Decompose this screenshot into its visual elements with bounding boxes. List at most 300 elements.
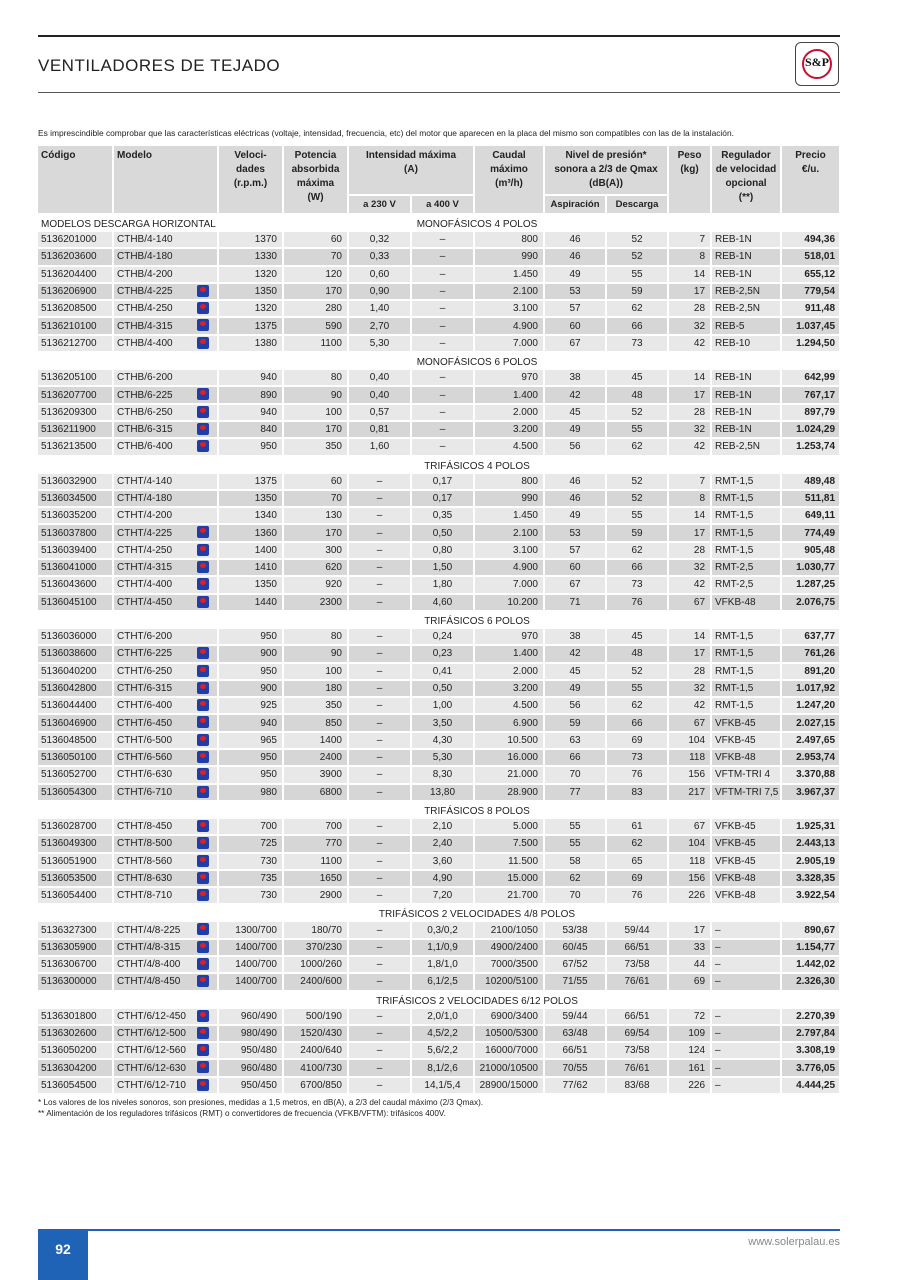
model-name: CTHT/8-450 <box>117 821 173 833</box>
ec-motor-icon <box>197 578 209 590</box>
cell-noise-aspiration: 49 <box>544 266 606 283</box>
cell-flow: 10.500 <box>474 732 544 749</box>
table-row <box>38 697 840 714</box>
ec-motor-icon <box>197 1079 209 1091</box>
cell-current-400v: 1,1/0,9 <box>411 939 474 956</box>
cell-current-230v: – <box>348 507 411 524</box>
cell-price: 2.443,13 <box>781 835 840 852</box>
col-header-power: Potencia absorbida máxima (W) <box>283 146 348 214</box>
cell-noise-discharge: 48 <box>606 386 668 403</box>
cell-price: 1.154,77 <box>781 939 840 956</box>
cell-regulator: RMT-2,5 <box>711 576 781 593</box>
cell-price: 489,48 <box>781 474 840 490</box>
cell-current-400v: – <box>411 283 474 300</box>
cell-model <box>113 1025 218 1042</box>
model-name: CTHT/6/12-450 <box>117 1010 186 1022</box>
compatibility-note: Es imprescindible comprobar que las características eléctricas (voltaje, intensidad, frecuencia, etc) del motor que aparecen en la placa del mismo son compatibles con las de la instalación. <box>38 128 734 138</box>
table-row <box>38 232 840 248</box>
cell-weight: 17 <box>668 524 711 541</box>
cell-price: 891,20 <box>781 663 840 680</box>
table-row <box>38 1059 840 1076</box>
cell-weight: 72 <box>668 1009 711 1025</box>
cell-noise-discharge: 73 <box>606 749 668 766</box>
cell-model <box>113 317 218 334</box>
table-row <box>38 490 840 507</box>
cell-current-230v: – <box>348 922 411 938</box>
cell-model <box>113 1009 218 1025</box>
cell-weight: 226 <box>668 1077 711 1094</box>
section-group-label <box>38 801 348 819</box>
cell-current-230v: – <box>348 594 411 611</box>
table-row <box>38 663 840 680</box>
cell-weight: 14 <box>668 629 711 645</box>
ec-motor-icon <box>197 958 209 970</box>
ec-motor-icon <box>197 665 209 677</box>
cell-flow: 2.000 <box>474 663 544 680</box>
cell-current-230v: – <box>348 474 411 490</box>
table-row <box>38 524 840 541</box>
model-name: CTHT/6-560 <box>117 752 173 764</box>
cell-flow: 7.500 <box>474 835 544 852</box>
cell-weight: 67 <box>668 714 711 731</box>
cell-price: 511,81 <box>781 490 840 507</box>
cell-regulator: – <box>711 922 781 938</box>
col-header-weight: Peso (kg) <box>668 146 711 214</box>
cell-price: 2.905,19 <box>781 853 840 870</box>
model-name: CTHB/4-140 <box>117 234 173 246</box>
cell-noise-aspiration: 71/55 <box>544 973 606 990</box>
cell-noise-aspiration: 55 <box>544 819 606 835</box>
table-row <box>38 853 840 870</box>
cell-code: 5136201000 <box>38 232 113 248</box>
cell-power: 120 <box>283 266 348 283</box>
cell-model <box>113 474 218 490</box>
cell-current-400v: 0,23 <box>411 645 474 662</box>
cell-price: 779,54 <box>781 283 840 300</box>
cell-weight: 28 <box>668 404 711 421</box>
table-row <box>38 956 840 973</box>
cell-current-400v: – <box>411 386 474 403</box>
cell-regulator: VFKB-48 <box>711 887 781 904</box>
cell-price: 3.370,88 <box>781 766 840 783</box>
cell-current-400v: – <box>411 335 474 352</box>
cell-noise-aspiration: 77 <box>544 784 606 801</box>
cell-model <box>113 559 218 576</box>
cell-regulator: REB-1N <box>711 386 781 403</box>
section-title: TRIFÁSICOS 2 VELOCIDADES 4/8 POLOS <box>348 904 606 922</box>
model-name: CTHT/4-400 <box>117 579 173 591</box>
cell-speed: 950 <box>218 749 283 766</box>
cell-noise-discharge: 62 <box>606 697 668 714</box>
cell-speed: 1410 <box>218 559 283 576</box>
cell-current-400v: 1,50 <box>411 559 474 576</box>
cell-power: 6800 <box>283 784 348 801</box>
cell-current-230v: – <box>348 1077 411 1094</box>
ec-motor-icon <box>197 406 209 418</box>
cell-speed: 1400/700 <box>218 973 283 990</box>
table-row <box>38 887 840 904</box>
col-header-230v: a 230 V <box>348 195 411 214</box>
cell-noise-discharge: 83 <box>606 784 668 801</box>
cell-speed: 1320 <box>218 266 283 283</box>
col-header-400v: a 400 V <box>411 195 474 214</box>
model-name: CTHT/4/8-225 <box>117 924 181 936</box>
section-spacer <box>606 904 840 922</box>
cell-noise-aspiration: 38 <box>544 370 606 386</box>
cell-flow: 21000/10500 <box>474 1059 544 1076</box>
section-title: MONOFÁSICOS 4 POLOS <box>348 214 606 232</box>
cell-code: 5136035200 <box>38 507 113 524</box>
cell-code: 5136302600 <box>38 1025 113 1042</box>
cell-speed: 940 <box>218 404 283 421</box>
ec-motor-icon <box>197 941 209 953</box>
cell-regulator: VFKB-45 <box>711 714 781 731</box>
cell-flow: 21.000 <box>474 766 544 783</box>
cell-flow: 15.000 <box>474 870 544 887</box>
cell-flow: 10.200 <box>474 594 544 611</box>
cell-speed: 1400 <box>218 542 283 559</box>
cell-code: 5136205100 <box>38 370 113 386</box>
section-header <box>38 801 840 819</box>
cell-noise-discharge: 76 <box>606 887 668 904</box>
model-name: CTHT/6/12-710 <box>117 1079 186 1091</box>
cell-noise-aspiration: 53 <box>544 524 606 541</box>
cell-code: 5136210100 <box>38 317 113 334</box>
model-name: CTHT/6-315 <box>117 682 173 694</box>
cell-noise-aspiration: 56 <box>544 697 606 714</box>
cell-current-400v: 0,35 <box>411 507 474 524</box>
cell-weight: 17 <box>668 386 711 403</box>
cell-current-230v: – <box>348 559 411 576</box>
cell-price: 649,11 <box>781 507 840 524</box>
cell-current-230v: – <box>348 784 411 801</box>
cell-speed: 940 <box>218 714 283 731</box>
cell-current-230v: 0,60 <box>348 266 411 283</box>
cell-current-230v: 0,90 <box>348 283 411 300</box>
cell-flow: 3.200 <box>474 680 544 697</box>
cell-current-230v: 0,33 <box>348 248 411 265</box>
cell-model <box>113 749 218 766</box>
section-header <box>38 214 840 232</box>
cell-regulator: – <box>711 1077 781 1094</box>
cell-code: 5136054500 <box>38 1077 113 1094</box>
cell-weight: 69 <box>668 973 711 990</box>
ec-motor-icon <box>197 388 209 400</box>
cell-noise-aspiration: 53 <box>544 283 606 300</box>
cell-power: 620 <box>283 559 348 576</box>
model-name: CTHT/6-630 <box>117 769 173 781</box>
ec-motor-icon <box>197 596 209 608</box>
cell-flow: 4.900 <box>474 559 544 576</box>
cell-weight: 67 <box>668 594 711 611</box>
cell-regulator: – <box>711 1042 781 1059</box>
cell-regulator: REB-1N <box>711 421 781 438</box>
cell-flow: 990 <box>474 490 544 507</box>
cell-model <box>113 300 218 317</box>
cell-regulator: VFKB-48 <box>711 749 781 766</box>
cell-speed: 1380 <box>218 335 283 352</box>
cell-noise-discharge: 62 <box>606 835 668 852</box>
footnote-noise: * Los valores de los niveles sonoros, son presiones, medidas a 1,5 metros, en dB(A), a 2/3 del caudal máximo (2/3 Qmax). <box>38 1098 484 1107</box>
cell-noise-aspiration: 77/62 <box>544 1077 606 1094</box>
cell-code: 5136049300 <box>38 835 113 852</box>
section-header <box>38 991 840 1009</box>
cell-flow: 3.100 <box>474 300 544 317</box>
cell-flow: 1.400 <box>474 645 544 662</box>
cell-code: 5136207700 <box>38 386 113 403</box>
cell-current-230v: – <box>348 576 411 593</box>
cell-noise-aspiration: 55 <box>544 835 606 852</box>
col-header-code: Código <box>38 146 113 214</box>
cell-noise-aspiration: 57 <box>544 542 606 559</box>
cell-code: 5136213500 <box>38 438 113 455</box>
cell-power: 350 <box>283 697 348 714</box>
cell-current-230v: – <box>348 1025 411 1042</box>
cell-power: 2400 <box>283 749 348 766</box>
cell-weight: 156 <box>668 870 711 887</box>
cell-model <box>113 853 218 870</box>
cell-current-400v: 4,5/2,2 <box>411 1025 474 1042</box>
cell-price: 2.270,39 <box>781 1009 840 1025</box>
cell-price: 1.287,25 <box>781 576 840 593</box>
cell-noise-aspiration: 70/55 <box>544 1059 606 1076</box>
cell-power: 3900 <box>283 766 348 783</box>
cell-speed: 965 <box>218 732 283 749</box>
cell-power: 170 <box>283 283 348 300</box>
section-group-label <box>38 352 348 370</box>
cell-current-400v: – <box>411 438 474 455</box>
cell-current-230v: – <box>348 819 411 835</box>
cell-price: 2.953,74 <box>781 749 840 766</box>
cell-flow: 3.200 <box>474 421 544 438</box>
cell-weight: 42 <box>668 576 711 593</box>
cell-flow: 4.500 <box>474 438 544 455</box>
price-table <box>38 146 841 1095</box>
cell-price: 1.024,29 <box>781 421 840 438</box>
cell-current-230v: – <box>348 1059 411 1076</box>
cell-flow: 990 <box>474 248 544 265</box>
cell-code: 5136212700 <box>38 335 113 352</box>
cell-noise-discharge: 66/51 <box>606 939 668 956</box>
cell-model <box>113 421 218 438</box>
cell-noise-discharge: 73 <box>606 576 668 593</box>
col-header-speed: Veloci- dades (r.p.m.) <box>218 146 283 214</box>
cell-speed: 950 <box>218 663 283 680</box>
cell-weight: 7 <box>668 474 711 490</box>
cell-price: 2.076,75 <box>781 594 840 611</box>
cell-code: 5136327300 <box>38 922 113 938</box>
model-name: CTHT/6-400 <box>117 700 173 712</box>
cell-flow: 16000/7000 <box>474 1042 544 1059</box>
cell-code: 5136039400 <box>38 542 113 559</box>
model-name: CTHT/4-450 <box>117 596 173 608</box>
section-spacer <box>606 214 840 232</box>
model-name: CTHT/4/8-400 <box>117 959 181 971</box>
cell-current-230v: 0,40 <box>348 386 411 403</box>
cell-speed: 950 <box>218 438 283 455</box>
cell-model <box>113 335 218 352</box>
cell-speed: 950/480 <box>218 1042 283 1059</box>
ec-motor-icon <box>197 526 209 538</box>
ec-motor-icon <box>197 768 209 780</box>
cell-noise-aspiration: 60/45 <box>544 939 606 956</box>
page-title: VENTILADORES DE TEJADO <box>38 56 281 75</box>
cell-model <box>113 887 218 904</box>
cell-power: 6700/850 <box>283 1077 348 1094</box>
table-row <box>38 283 840 300</box>
ec-motor-icon <box>197 975 209 987</box>
cell-code: 5136040200 <box>38 663 113 680</box>
model-name: CTHT/6/12-500 <box>117 1028 186 1040</box>
ec-motor-icon <box>197 837 209 849</box>
cell-regulator: – <box>711 1025 781 1042</box>
cell-noise-aspiration: 66 <box>544 749 606 766</box>
cell-noise-aspiration: 53/38 <box>544 922 606 938</box>
cell-noise-discharge: 76/61 <box>606 973 668 990</box>
ec-motor-icon <box>197 647 209 659</box>
cell-model <box>113 939 218 956</box>
ec-motor-icon <box>197 561 209 573</box>
cell-code: 5136304200 <box>38 1059 113 1076</box>
ec-motor-icon <box>197 1044 209 1056</box>
cell-power: 920 <box>283 576 348 593</box>
cell-current-230v: – <box>348 835 411 852</box>
table-row <box>38 1042 840 1059</box>
cell-price: 1.442,02 <box>781 956 840 973</box>
model-name: CTHT/6/12-560 <box>117 1045 186 1057</box>
table-row <box>38 1025 840 1042</box>
ec-motor-icon <box>197 423 209 435</box>
cell-price: 2.797,84 <box>781 1025 840 1042</box>
cell-price: 2.497,65 <box>781 732 840 749</box>
cell-model <box>113 1042 218 1059</box>
cell-current-230v: – <box>348 749 411 766</box>
cell-noise-discharge: 62 <box>606 300 668 317</box>
cell-speed: 1440 <box>218 594 283 611</box>
table-row <box>38 421 840 438</box>
cell-power: 4100/730 <box>283 1059 348 1076</box>
cell-weight: 17 <box>668 922 711 938</box>
section-title: MONOFÁSICOS 6 POLOS <box>348 352 606 370</box>
cell-code: 5136204400 <box>38 266 113 283</box>
cell-regulator: VFTM-TRI 7,5 <box>711 784 781 801</box>
cell-noise-discharge: 52 <box>606 474 668 490</box>
section-header <box>38 904 840 922</box>
cell-current-400v: 8,1/2,6 <box>411 1059 474 1076</box>
section-spacer <box>606 991 840 1009</box>
cell-price: 1.294,50 <box>781 335 840 352</box>
cell-noise-discharge: 52 <box>606 663 668 680</box>
cell-price: 774,49 <box>781 524 840 541</box>
cell-power: 1520/430 <box>283 1025 348 1042</box>
cell-noise-discharge: 52 <box>606 490 668 507</box>
cell-regulator: – <box>711 1009 781 1025</box>
cell-flow: 2.100 <box>474 524 544 541</box>
cell-weight: 17 <box>668 283 711 300</box>
cell-current-400v: 0,3/0,2 <box>411 922 474 938</box>
model-name: CTHT/8-560 <box>117 855 173 867</box>
cell-model <box>113 732 218 749</box>
ec-motor-icon <box>197 716 209 728</box>
col-header-model: Modelo <box>113 146 218 214</box>
cell-speed: 950 <box>218 766 283 783</box>
cell-power: 80 <box>283 370 348 386</box>
cell-regulator: VFKB-45 <box>711 819 781 835</box>
cell-weight: 17 <box>668 645 711 662</box>
ec-motor-icon <box>197 337 209 349</box>
model-name: CTHT/6-710 <box>117 786 173 798</box>
table-row <box>38 386 840 403</box>
cell-noise-aspiration: 58 <box>544 853 606 870</box>
footnote-regulators: ** Alimentación de los reguladores trifásicos (RMT) o convertidores de frecuencia (VFKB/VFTM): trifásicos 400V. <box>38 1109 446 1118</box>
cell-current-230v: – <box>348 542 411 559</box>
cell-current-230v: 0,57 <box>348 404 411 421</box>
cell-current-400v: 2,10 <box>411 819 474 835</box>
cell-current-400v: 4,90 <box>411 870 474 887</box>
cell-noise-aspiration: 67 <box>544 576 606 593</box>
cell-current-230v: 1,60 <box>348 438 411 455</box>
cell-model <box>113 283 218 300</box>
cell-current-400v: 13,80 <box>411 784 474 801</box>
cell-noise-aspiration: 66/51 <box>544 1042 606 1059</box>
cell-code: 5136306700 <box>38 956 113 973</box>
table-row <box>38 645 840 662</box>
cell-code: 5136300000 <box>38 973 113 990</box>
cell-code: 5136037800 <box>38 524 113 541</box>
cell-flow: 21.700 <box>474 887 544 904</box>
cell-weight: 156 <box>668 766 711 783</box>
cell-weight: 67 <box>668 819 711 835</box>
cell-model <box>113 835 218 852</box>
ec-motor-icon <box>197 319 209 331</box>
cell-current-400v: – <box>411 248 474 265</box>
cell-current-400v: – <box>411 317 474 334</box>
cell-price: 1.925,31 <box>781 819 840 835</box>
cell-weight: 226 <box>668 887 711 904</box>
cell-regulator: – <box>711 1059 781 1076</box>
cell-model <box>113 576 218 593</box>
table-row <box>38 248 840 265</box>
cell-current-230v: – <box>348 645 411 662</box>
cell-weight: 14 <box>668 266 711 283</box>
cell-speed: 960/490 <box>218 1009 283 1025</box>
cell-current-230v: – <box>348 629 411 645</box>
cell-speed: 1375 <box>218 317 283 334</box>
cell-current-400v: 5,6/2,2 <box>411 1042 474 1059</box>
model-name: CTHB/6-315 <box>117 424 173 436</box>
cell-weight: 8 <box>668 490 711 507</box>
cell-code: 5136048500 <box>38 732 113 749</box>
cell-current-400v: 3,50 <box>411 714 474 731</box>
cell-noise-discharge: 69/54 <box>606 1025 668 1042</box>
cell-noise-discharge: 76 <box>606 766 668 783</box>
cell-noise-aspiration: 63/48 <box>544 1025 606 1042</box>
cell-current-230v: – <box>348 870 411 887</box>
cell-model <box>113 232 218 248</box>
website-link[interactable]: www.solerpalau.es <box>748 1236 840 1248</box>
cell-current-230v: – <box>348 887 411 904</box>
cell-regulator: REB-5 <box>711 317 781 334</box>
cell-speed: 1375 <box>218 474 283 490</box>
col-header-discharge: Descarga <box>606 195 668 214</box>
cell-noise-discharge: 52 <box>606 248 668 265</box>
cell-regulator: REB-1N <box>711 370 781 386</box>
cell-noise-aspiration: 49 <box>544 421 606 438</box>
cell-speed: 1360 <box>218 524 283 541</box>
cell-power: 170 <box>283 421 348 438</box>
cell-price: 1.253,74 <box>781 438 840 455</box>
cell-noise-discharge: 55 <box>606 266 668 283</box>
